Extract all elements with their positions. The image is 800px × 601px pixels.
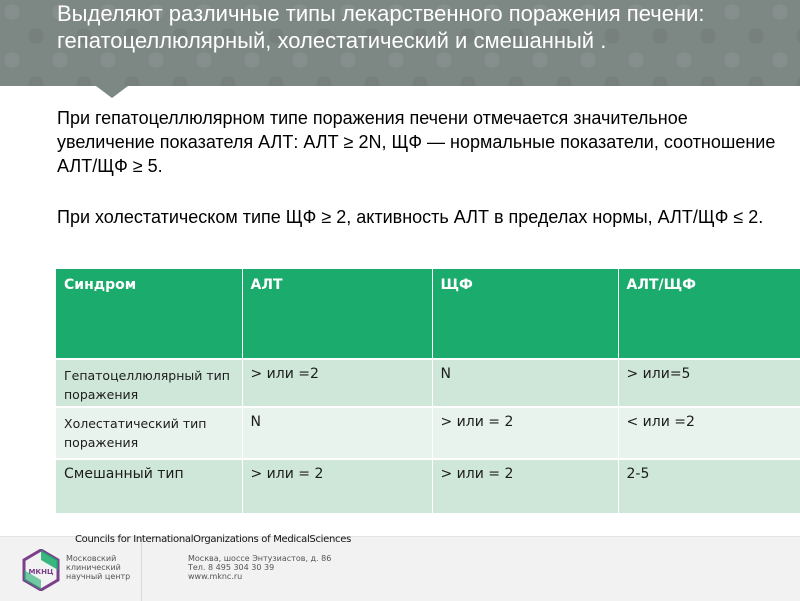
phone: Тел. 8 495 304 30 39 (188, 563, 275, 572)
cell-alt: > или =2 (242, 359, 432, 407)
table-header-row (56, 269, 800, 359)
cell-alp: > или = 2 (432, 407, 618, 459)
cell-ratio: 2-5 (618, 459, 800, 513)
header-alt-alp-ratio: АЛТ/ЩФ (618, 269, 800, 359)
cell-alp: > или = 2 (432, 459, 618, 513)
website-link[interactable]: www.mknc.ru (188, 572, 243, 581)
table-row (56, 407, 800, 459)
org-name-line: клинический (66, 563, 121, 572)
logo-text: МКНЦ (28, 568, 54, 576)
syndrome-table (56, 269, 800, 513)
table-row (56, 359, 800, 407)
header-notch (96, 86, 128, 98)
org-name-line: Московский (66, 554, 117, 563)
cell-syndrome: Холестатический тип поражения (56, 407, 242, 459)
contacts (188, 554, 331, 581)
source-citation: Councils for InternationalOrganizations of MedicalSciences (75, 534, 351, 545)
cell-alt: > или = 2 (242, 459, 432, 513)
paragraph-hepatocellular: При гепатоцеллюлярном типе поражения печени отмечается значительное увеличение показателя АЛТ: АЛТ ≥ 2N, ЩФ — нормальные показатели, соотношение АЛТ/ЩФ ≥ 5. (57, 108, 776, 176)
cell-ratio: < или =2 (618, 407, 800, 459)
mknc-logo-icon (22, 549, 60, 591)
slide-footer (0, 536, 800, 601)
org-name-line: научный центр (66, 572, 131, 581)
footer-divider (141, 537, 142, 601)
header-alp: ЩФ (432, 269, 618, 359)
cell-alp: N (432, 359, 618, 407)
cell-syndrome: Смешанный тип (56, 459, 242, 513)
cell-syndrome: Гепатоцеллюлярный тип поражения (56, 359, 242, 407)
slide-title: Выделяют различные типы лекарственного поражения печени: гепатоцеллюлярный, холестатический и смешанный . (57, 1, 705, 53)
header-alt: АЛТ (242, 269, 432, 359)
header-syndrome: Синдром (56, 269, 242, 359)
cell-alt: N (242, 407, 432, 459)
cell-ratio: > или=5 (618, 359, 800, 407)
org-name (66, 554, 130, 581)
paragraph-cholestatic: При холестатическом типе ЩФ ≥ 2, активность АЛТ в пределах нормы, АЛТ/ЩФ ≤ 2. (57, 207, 764, 227)
address: Москва, шоссе Энтузиастов, д. 86 (188, 554, 332, 563)
table-row (56, 459, 800, 513)
